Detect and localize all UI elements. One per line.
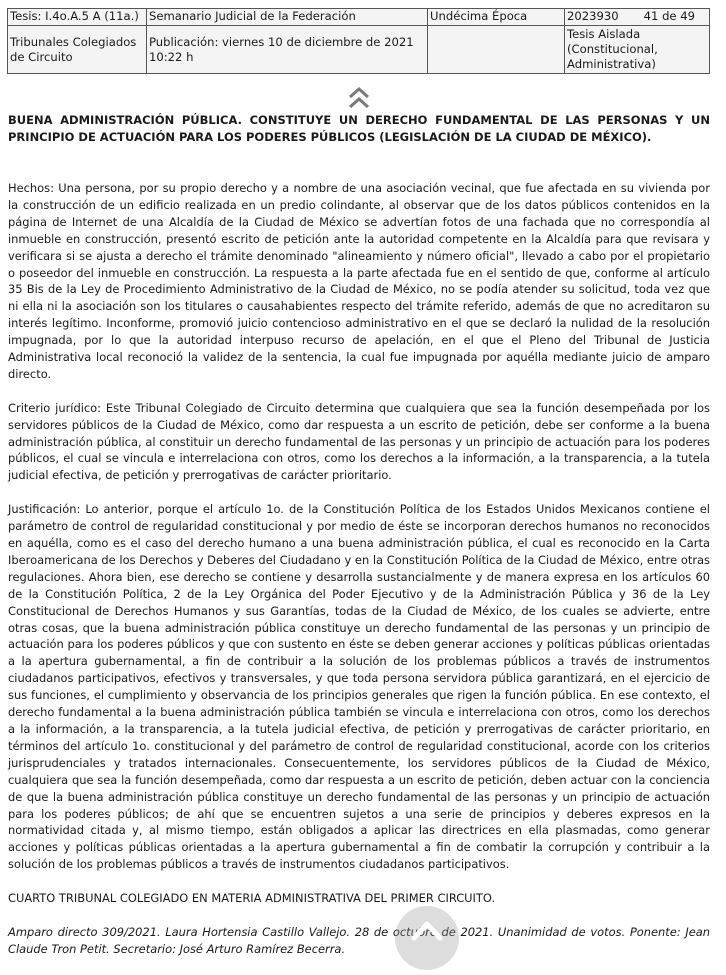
thesis-type-cell: Tesis Aislada (Constitucional, Administrativa) — [565, 26, 710, 74]
empty-cell — [428, 26, 565, 74]
precedent-paragraph: Amparo directo 309/2021. Laura Hortensia Castillo Vallejo. 28 de octubre de 2021. Unanimidad de votos. Ponente: Jean Claude Tron Petit. Secretario: José Arturo Ramírez Becerra. — [8, 924, 710, 956]
thesis-body — [8, 180, 710, 975]
court-cell: Tribunales Colegiados de Circuito — [8, 26, 147, 74]
justification-paragraph: Justificación: Lo anterior, porque el artículo 1o. de la Constitución Política de los Estados Unidos Mexicanos contiene el parámetro de control de regularidad constitucional y por medio de éste se incorporan derechos humanos no reconocidos en aquélla, como es el caso del derecho humano a una buena administración pública, el cual es reconocido en la Carta Iberoamericana de los Derechos y Deberes del Ciudadano y en la Constitución Política de la Ciudad de México, entre otras regulaciones. Ahora bien, ese derecho se contiene y desarrolla sustancialmente y de manera expresa en los artículos 60 de la Constitución Política, 2 de la Ley Orgánica del Poder Ejecutivo y de la Administración Pública y 36 de la Ley Constitucional de Derechos Humanos y sus Garantías, todas de la Ciudad de México, de los cuales se advierte, entre otras cosas, que la buena administración pública constituye un derecho fundamental de las personas y un principio de actuación para los poderes públicos y que con sustento en éste se deben generar acciones y políticas públicas orientadas a la apertura gubernamental, a fin de contribuir a la solución de los problemas públicos a través de instrumentos ciudadanos participativos, efectivos y transversales, y que toda persona servidora pública garantizará, en el ejercicio de sus funciones, el cumplimiento y observancia de los principios generales que rigen la función pública. En ese contexto, el derecho fundamental a la buena administración pública también se vincula e interrelaciona con otros, como los derechos a la información, a la transparencia, a la tutela judicial efectiva, de petición y prerrogativas de carácter prioritario, en términos del artículo 1o. constitucional y del parámetro de control de regularidad constitucional, acorde con los criterios jurisprudenciales y tratados internacionales. Consecuentemente, los servidores públicos de la Ciudad de México, cualquiera que sea la función desempeñada, como dar respuesta a un escrito de petición, deben actuar con la conciencia de que la buena administración pública constituye un derecho fundamental de las personas y un principio de actuación para los poderes públicos; de ahí que se encuentren sujetos a una serie de principios y deberes expresos en la normatividad citada y, al mismo tiempo, están obligados a aplicar las directrices en ella plasmadas, como generar acciones y políticas públicas orientadas a la apertura gubernamental a fin de combatir la corrupción y contribuir a la solución de los problemas públicos a través de instrumentos ciudadanos participativos. — [8, 502, 710, 872]
tribunal-name: CUARTO TRIBUNAL COLEGIADO EN MATERIA ADMINISTRATIVA DEL PRIMER CIRCUITO. — [8, 891, 496, 906]
registry-cell — [565, 9, 710, 26]
chevron-up-icon — [410, 918, 444, 942]
scroll-to-top-button[interactable] — [395, 906, 459, 970]
thesis-title: BUENA ADMINISTRACIÓN PÚBLICA. CONSTITUYE UN DERECHO FUNDAMENTAL DE LAS PERSONAS Y UN PRINCIPIO DE ACTUACIÓN PARA LOS PODERES PÚBLICOS (LEGISLACIÓN DE LA CIUDAD DE MÉXICO). — [8, 113, 710, 144]
thesis-id-cell: Tesis: I.4o.A.5 A (11a.) — [8, 9, 147, 26]
epoch-cell: Undécima Época — [428, 9, 565, 26]
registry-number: 2023930 — [567, 9, 619, 23]
facts-paragraph: Hechos: Una persona, por su propio derecho y a nombre de una asociación vecinal, que fue afectada en su vivienda por la construcción de un edificio realizada en un predio colindante, al observar que de los datos públicos contenidos en la página de Internet de una Alcaldía de la Ciudad de México se advertían fotos de una fachada que no correspondía al inmueble en construcción, presentó escrito de petición ante la autoridad competente en la Alcaldía para que revisara y verificara si se ajusta a derecho el trámite denominado "alineamiento y número oficial", llevado a cabo por el propietario o poseedor del inmueble en construcción. La respuesta a la parte afectada fue en el sentido de que, conforme al artículo 35 Bis de la Ley de Procedimiento Administrativo de la Ciudad de México, no se podía atender su solicitud, toda vez que ni ella ni la asociación son los titulares o causahabientes respecto del trámite referido, además de que no acreditaron su interés legítimo. Inconforme, promovió juicio contencioso administrativo en el que se declaró la nulidad de la resolución impugnada, por lo que la autoridad interpuso recurso de apelación, en el que el Pleno del Tribunal de Justicia Administrativa local reconoció la validez de la sentencia, la cual fue impugnada por aquélla mediante juicio de amparo directo. — [8, 181, 710, 381]
result-position: 41 de 49 — [643, 9, 695, 23]
legal-criterion-paragraph: Criterio jurídico: Este Tribunal Colegiado de Circuito determina que cualquiera que sea la función desempeñada por los servidores públicos de la Ciudad de México, como dar respuesta a un escrito de petición, debe ser conforme a la buena administración pública, al constituir un derecho fundamental de las personas y un principio de actuación para los poderes públicos, el cual se vincula e interrelaciona con otros, como los derechos a la información, a la transparencia, a la tutela judicial efectiva, de petición y prerrogativas de carácter prioritario. — [8, 400, 710, 483]
source-cell: Semanario Judicial de la Federación — [147, 9, 428, 26]
double-chevron-up-icon[interactable] — [346, 86, 372, 110]
publication-cell: Publicación: viernes 10 de diciembre de 2021 10:22 h — [147, 26, 428, 74]
thesis-header-table — [7, 8, 710, 74]
